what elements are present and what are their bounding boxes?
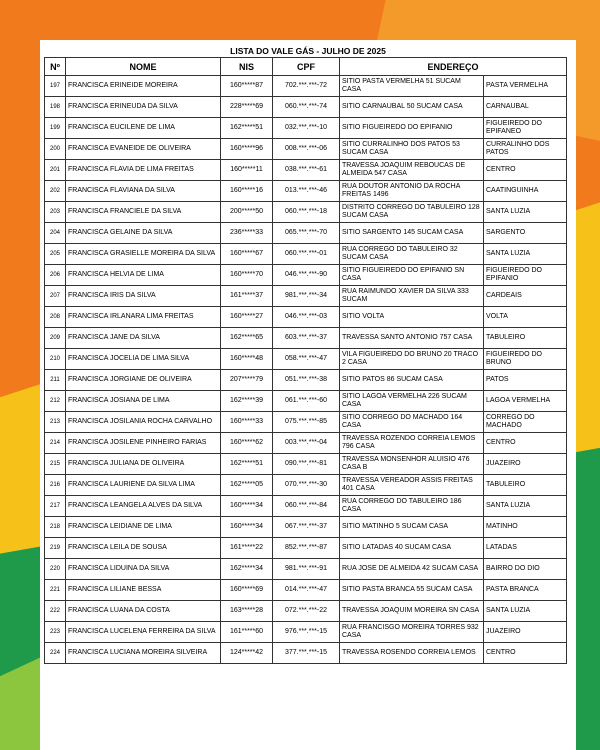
cell-localidade: SANTA LUZIA — [484, 244, 567, 265]
table-row — [45, 181, 567, 202]
cell-num: 216 — [45, 475, 66, 496]
cell-num: 202 — [45, 181, 66, 202]
cell-localidade: SARGENTO — [484, 223, 567, 244]
cell-localidade: SANTA LUZIA — [484, 202, 567, 223]
cell-endereco: SITIO MATINHO 5 SUCAM CASA — [340, 517, 484, 538]
table-row — [45, 496, 567, 517]
cell-endereco: TRAVESSA JOAQUIM MOREIRA SN CASA — [340, 601, 484, 622]
cell-nome: FRANCISCA GRASIELLE MOREIRA DA SILVA — [66, 244, 221, 265]
table-row — [45, 370, 567, 391]
cell-localidade: CAATINGUINHA — [484, 181, 567, 202]
cell-localidade: CORREGO DO MACHADO — [484, 412, 567, 433]
cell-endereco: SITIO CORREGO DO MACHADO 164 CASA — [340, 412, 484, 433]
cell-nome: FRANCISCA LUCIANA MOREIRA SILVEIRA — [66, 643, 221, 664]
cell-num: 197 — [45, 76, 66, 97]
cell-nome: FRANCISCA LEANGELA ALVES DA SILVA — [66, 496, 221, 517]
header-cpf: CPF — [273, 58, 340, 76]
cell-nis: 160*****62 — [221, 433, 273, 454]
cell-num: 209 — [45, 328, 66, 349]
table-row — [45, 622, 567, 643]
cell-localidade: SANTA LUZIA — [484, 601, 567, 622]
cell-num: 207 — [45, 286, 66, 307]
cell-cpf: 051.***.***-38 — [273, 370, 340, 391]
cell-nis: 160*****70 — [221, 265, 273, 286]
table-header-row — [45, 58, 567, 76]
cell-num: 213 — [45, 412, 66, 433]
header-num: Nº — [45, 58, 66, 76]
cell-endereco: RUA JOSE DE ALMEIDA 42 SUCAM CASA — [340, 559, 484, 580]
document-page — [40, 40, 576, 750]
cell-endereco: RUA CORREGO DO TABULEIRO 32 SUCAM CASA — [340, 244, 484, 265]
cell-nis: 160*****96 — [221, 139, 273, 160]
cell-nis: 160*****34 — [221, 496, 273, 517]
table-row — [45, 160, 567, 181]
cell-nome: FRANCISCA LEILA DE SOUSA — [66, 538, 221, 559]
cell-localidade: CARDEAIS — [484, 286, 567, 307]
cell-num: 217 — [45, 496, 66, 517]
cell-cpf: 603.***.***-37 — [273, 328, 340, 349]
cell-cpf: 981.***.***-34 — [273, 286, 340, 307]
cell-localidade: CENTRO — [484, 160, 567, 181]
cell-nis: 162*****65 — [221, 328, 273, 349]
table-row — [45, 475, 567, 496]
cell-nome: FRANCISCA EUCILENE DE LIMA — [66, 118, 221, 139]
cell-nome: FRANCISCA FLAVIA DE LIMA FREITAS — [66, 160, 221, 181]
table-row — [45, 580, 567, 601]
cell-nome: FRANCISCA GELAINE DA SILVA — [66, 223, 221, 244]
cell-nis: 163*****28 — [221, 601, 273, 622]
cell-localidade: MATINHO — [484, 517, 567, 538]
cell-num: 223 — [45, 622, 66, 643]
cell-cpf: 046.***.***-90 — [273, 265, 340, 286]
cell-cpf: 013.***.***-46 — [273, 181, 340, 202]
cell-endereco: SITIO LATADAS 40 SUCAM CASA — [340, 538, 484, 559]
cell-nis: 162*****51 — [221, 454, 273, 475]
header-nis: NIS — [221, 58, 273, 76]
cell-nis: 160*****87 — [221, 76, 273, 97]
cell-nome: FRANCISCA LAURIENE DA SILVA LIMA — [66, 475, 221, 496]
cell-endereco: TRAVESSA ROSENDO CORREIA LEMOS — [340, 643, 484, 664]
cell-localidade: LAGOA VERMELHA — [484, 391, 567, 412]
cell-endereco: RUA RAIMUNDO XAVIER DA SILVA 333 SUCAM — [340, 286, 484, 307]
cell-num: 222 — [45, 601, 66, 622]
cell-endereco: SITIO PATOS 86 SUCAM CASA — [340, 370, 484, 391]
cell-endereco: TRAVESSA MONSENHOR ALUISIO 476 CASA B — [340, 454, 484, 475]
cell-nis: 160*****16 — [221, 181, 273, 202]
cell-nis: 160*****48 — [221, 349, 273, 370]
cell-nis: 200*****50 — [221, 202, 273, 223]
cell-cpf: 032.***.***-10 — [273, 118, 340, 139]
cell-nome: FRANCISCA IRIS DA SILVA — [66, 286, 221, 307]
table-row — [45, 412, 567, 433]
cell-num: 218 — [45, 517, 66, 538]
cell-localidade: FIGUEIREDO DO EPIFANIO — [484, 265, 567, 286]
cell-nis: 161*****37 — [221, 286, 273, 307]
table-row — [45, 307, 567, 328]
cell-localidade: TABULEIRO — [484, 328, 567, 349]
cell-localidade: BAIRRO DO DIO — [484, 559, 567, 580]
cell-nis: 161*****22 — [221, 538, 273, 559]
cell-nis: 160*****33 — [221, 412, 273, 433]
cell-endereco: RUA CORREGO DO TABULEIRO 186 CASA — [340, 496, 484, 517]
cell-nis: 228*****69 — [221, 97, 273, 118]
cell-endereco: SITIO LAGOA VERMELHA 226 SUCAM CASA — [340, 391, 484, 412]
cell-cpf: 046.***.***-03 — [273, 307, 340, 328]
table-row — [45, 118, 567, 139]
table-row — [45, 202, 567, 223]
cell-nis: 162*****39 — [221, 391, 273, 412]
header-nome: NOME — [66, 58, 221, 76]
table-row — [45, 76, 567, 97]
cell-localidade: FIGUEIREDO DO EPIFANEO — [484, 118, 567, 139]
cell-nome: FRANCISCA JOSILENE PINHEIRO FARIAS — [66, 433, 221, 454]
cell-num: 214 — [45, 433, 66, 454]
cell-nome: FRANCISCA LEIDIANE DE LIMA — [66, 517, 221, 538]
cell-endereco: SITIO SARGENTO 145 SUCAM CASA — [340, 223, 484, 244]
cell-endereco: SITIO FIGUEIREDO DO EPIFANIO — [340, 118, 484, 139]
cell-localidade: LATADAS — [484, 538, 567, 559]
cell-nome: FRANCISCA FRANCIELE DA SILVA — [66, 202, 221, 223]
cell-num: 199 — [45, 118, 66, 139]
cell-num: 204 — [45, 223, 66, 244]
cell-cpf: 058.***.***-47 — [273, 349, 340, 370]
cell-endereco: SITIO CURRALINHO DOS PATOS 53 SUCAM CASA — [340, 139, 484, 160]
cell-cpf: 060.***.***-18 — [273, 202, 340, 223]
cell-nome: FRANCISCA ERINEIDE MOREIRA — [66, 76, 221, 97]
cell-nis: 161*****60 — [221, 622, 273, 643]
cell-cpf: 014.***.***-47 — [273, 580, 340, 601]
cell-localidade: CURRALINHO DOS PATOS — [484, 139, 567, 160]
cell-endereco: TRAVESSA VEREADOR ASSIS FREITAS 401 CASA — [340, 475, 484, 496]
cell-cpf: 072.***.***-22 — [273, 601, 340, 622]
cell-endereco: TRAVESSA SANTO ANTONIO 757 CASA — [340, 328, 484, 349]
cell-localidade: JUAZEIRO — [484, 622, 567, 643]
cell-endereco: VILA FIGUEIREDO DO BRUNO 20 TRACO 2 CASA — [340, 349, 484, 370]
cell-nome: FRANCISCA FLAVIANA DA SILVA — [66, 181, 221, 202]
cell-cpf: 976.***.***-15 — [273, 622, 340, 643]
cell-localidade: VOLTA — [484, 307, 567, 328]
cell-cpf: 003.***.***-04 — [273, 433, 340, 454]
cell-endereco: RUA FRANCISGO MOREIRA TORRES 932 CASA — [340, 622, 484, 643]
cell-num: 219 — [45, 538, 66, 559]
cell-nis: 160*****11 — [221, 160, 273, 181]
header-endereco: ENDEREÇO — [340, 58, 567, 76]
table-row — [45, 391, 567, 412]
cell-num: 215 — [45, 454, 66, 475]
cell-num: 206 — [45, 265, 66, 286]
cell-nis: 162*****51 — [221, 118, 273, 139]
cell-num: 211 — [45, 370, 66, 391]
cell-nis: 160*****34 — [221, 517, 273, 538]
cell-cpf: 852.***.***-87 — [273, 538, 340, 559]
table-row — [45, 97, 567, 118]
cell-cpf: 060.***.***-74 — [273, 97, 340, 118]
cell-cpf: 702.***.***-72 — [273, 76, 340, 97]
document-title: LISTA DO VALE GÁS - JULHO DE 2025 — [230, 46, 386, 56]
cell-localidade: CARNAUBAL — [484, 97, 567, 118]
cell-nome: FRANCISCA LIDUINA DA SILVA — [66, 559, 221, 580]
cell-cpf: 038.***.***-61 — [273, 160, 340, 181]
cell-endereco: SITIO FIGUEIREDO DO EPIFANIO SN CASA — [340, 265, 484, 286]
cell-cpf: 065.***.***-70 — [273, 223, 340, 244]
cell-nome: FRANCISCA JOCELIA DE LIMA SILVA — [66, 349, 221, 370]
cell-nis: 236*****33 — [221, 223, 273, 244]
cell-nome: FRANCISCA LUCELENA FERREIRA DA SILVA — [66, 622, 221, 643]
cell-nome: FRANCISCA ERINEUDA DA SILVA — [66, 97, 221, 118]
cell-cpf: 008.***.***-06 — [273, 139, 340, 160]
cell-cpf: 070.***.***-30 — [273, 475, 340, 496]
cell-endereco: DISTRITO CORREGO DO TABULEIRO 128 SUCAM CASA — [340, 202, 484, 223]
table-row — [45, 139, 567, 160]
cell-cpf: 060.***.***-84 — [273, 496, 340, 517]
cell-nome: FRANCISCA JULIANA DE OLIVEIRA — [66, 454, 221, 475]
table-row — [45, 517, 567, 538]
cell-nome: FRANCISCA EVANEIDE DE OLIVEIRA — [66, 139, 221, 160]
cell-num: 198 — [45, 97, 66, 118]
cell-cpf: 075.***.***-85 — [273, 412, 340, 433]
cell-num: 210 — [45, 349, 66, 370]
cell-num: 201 — [45, 160, 66, 181]
table-row — [45, 265, 567, 286]
cell-nis: 160*****67 — [221, 244, 273, 265]
table-row — [45, 244, 567, 265]
cell-nis: 160*****27 — [221, 307, 273, 328]
cell-nis: 207*****79 — [221, 370, 273, 391]
cell-localidade: PATOS — [484, 370, 567, 391]
cell-num: 212 — [45, 391, 66, 412]
cell-nis: 160*****69 — [221, 580, 273, 601]
cell-nome: FRANCISCA JOSIANA DE LIMA — [66, 391, 221, 412]
cell-nome: FRANCISCA JANE DA SILVA — [66, 328, 221, 349]
cell-nis: 124*****42 — [221, 643, 273, 664]
cell-localidade: TABULEIRO — [484, 475, 567, 496]
cell-cpf: 090.***.***-81 — [273, 454, 340, 475]
cell-localidade: FIGUEIREDO DO BRUNO — [484, 349, 567, 370]
table-row — [45, 223, 567, 244]
cell-num: 200 — [45, 139, 66, 160]
cell-nome: FRANCISCA JOSILANIA ROCHA CARVALHO — [66, 412, 221, 433]
cell-nome: FRANCISCA IRLANARA LIMA FREITAS — [66, 307, 221, 328]
table-row — [45, 601, 567, 622]
cell-cpf: 060.***.***-01 — [273, 244, 340, 265]
cell-num: 208 — [45, 307, 66, 328]
cell-num: 205 — [45, 244, 66, 265]
cell-cpf: 061.***.***-60 — [273, 391, 340, 412]
table-row — [45, 538, 567, 559]
cell-nome: FRANCISCA LILIANE BESSA — [66, 580, 221, 601]
cell-nis: 162*****05 — [221, 475, 273, 496]
cell-cpf: 067.***.***-37 — [273, 517, 340, 538]
cell-endereco: SITIO CARNAUBAL 50 SUCAM CASA — [340, 97, 484, 118]
cell-num: 203 — [45, 202, 66, 223]
table-row — [45, 286, 567, 307]
cell-localidade: CENTRO — [484, 643, 567, 664]
cell-num: 220 — [45, 559, 66, 580]
cell-cpf: 377.***.***-15 — [273, 643, 340, 664]
table-row — [45, 559, 567, 580]
cell-cpf: 981.***.***-91 — [273, 559, 340, 580]
table-row — [45, 454, 567, 475]
table-body — [45, 76, 567, 664]
cell-nome: FRANCISCA HELVIA DE LIMA — [66, 265, 221, 286]
cell-num: 224 — [45, 643, 66, 664]
cell-endereco: RUA DOUTOR ANTONIO DA ROCHA FREITAS 1496 — [340, 181, 484, 202]
cell-nome: FRANCISCA LUANA DA COSTA — [66, 601, 221, 622]
cell-nis: 162*****34 — [221, 559, 273, 580]
table-row — [45, 433, 567, 454]
cell-num: 221 — [45, 580, 66, 601]
cell-localidade: SANTA LUZIA — [484, 496, 567, 517]
beneficiary-table — [44, 57, 567, 664]
cell-endereco: SITIO PASTA VERMELHA 51 SUCAM CASA — [340, 76, 484, 97]
cell-localidade: PASTA BRANCA — [484, 580, 567, 601]
cell-endereco: SITIO PASTA BRANCA 55 SUCAM CASA — [340, 580, 484, 601]
cell-endereco: SITIO VOLTA — [340, 307, 484, 328]
cell-nome: FRANCISCA JORGIANE DE OLIVEIRA — [66, 370, 221, 391]
cell-endereco: TRAVESSA JOAQUIM REBOUCAS DE ALMEIDA 547 CASA — [340, 160, 484, 181]
cell-localidade: CENTRO — [484, 433, 567, 454]
table-row — [45, 328, 567, 349]
cell-localidade: JUAZEIRO — [484, 454, 567, 475]
cell-localidade: PASTA VERMELHA — [484, 76, 567, 97]
table-row — [45, 349, 567, 370]
cell-endereco: TRAVESSA ROZENDO CORREIA LEMOS 796 CASA — [340, 433, 484, 454]
table-row — [45, 643, 567, 664]
